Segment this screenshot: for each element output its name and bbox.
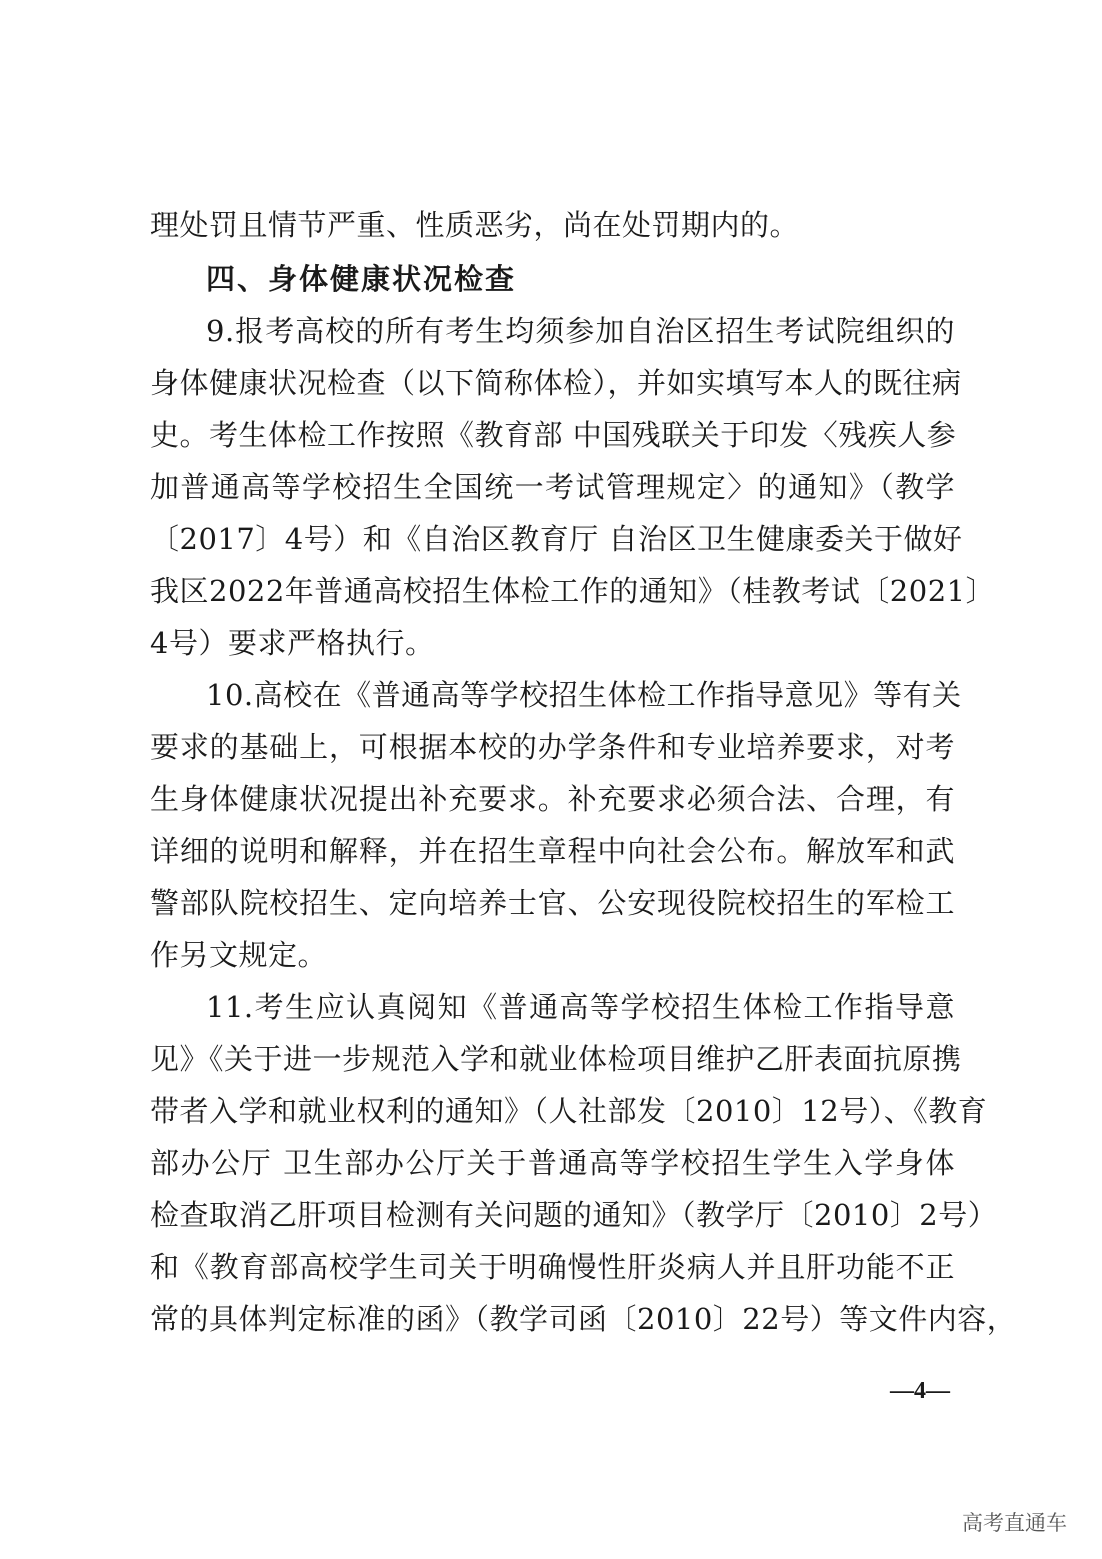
body-text-line: 史。考生体检工作按照《教育部 中国残联关于印发〈残疾人参 xyxy=(150,418,957,452)
body-text-line: 10.高校在《普通高等学校招生体检工作指导意见》等有关 xyxy=(206,678,962,712)
body-text-line: 理处罚且情节严重、性质恶劣，尚在处罚期内的。 xyxy=(150,208,800,242)
body-text-line: 9.报考高校的所有考生均须参加自治区招生考试院组织的 xyxy=(206,314,955,348)
body-text-line: 身体健康状况检查（以下简称体检），并如实填写本人的既往病 xyxy=(150,366,962,400)
body-text-line: 部办公厅 卫生部办公厅关于普通高等学校招生学生入学身体 xyxy=(150,1146,955,1180)
body-text-line: 详细的说明和解释，并在招生章程中向社会公布。解放军和武 xyxy=(150,834,955,868)
body-text-line: 作另文规定。 xyxy=(150,938,328,972)
body-text-line: 带者入学和就业权利的通知》（人社部发〔2010〕12号）、《教育 xyxy=(150,1094,988,1128)
body-text-line: 警部队院校招生、定向培养士官、公安现役院校招生的军检工 xyxy=(150,886,955,920)
body-text-line: 和《教育部高校学生司关于明确慢性肝炎病人并且肝功能不正 xyxy=(150,1250,955,1284)
body-text-line: 11.考生应认真阅知《普通高等学校招生体检工作指导意 xyxy=(206,990,955,1024)
body-text-line: 生身体健康状况提出补充要求。补充要求必须合法、合理，有 xyxy=(150,782,955,816)
section-heading: 四、身体健康状况检查 xyxy=(206,262,517,296)
body-text-line: 见》《关于进一步规范入学和就业体检项目维护乙肝表面抗原携 xyxy=(150,1042,962,1076)
watermark-text: 高考直通车 xyxy=(962,1511,1067,1535)
body-text-line: 要求的基础上，可根据本校的办学条件和专业培养要求，对考 xyxy=(150,730,955,764)
body-text-line: 常的具体判定标准的函》（教学司函〔2010〕22号）等文件内容， xyxy=(150,1302,1017,1336)
body-text-line: 4号）要求严格执行。 xyxy=(150,626,435,660)
body-text-line: 〔2017〕4号）和《自治区教育厅 自治区卫生健康委关于做好 xyxy=(150,522,963,556)
body-text-line: 我区2022年普通高校招生体检工作的通知》（桂教考试〔2021〕 xyxy=(150,574,996,608)
body-text-line: 检查取消乙肝项目检测有关问题的通知》（教学厅〔2010〕2号） xyxy=(150,1198,998,1232)
page-number: —4— xyxy=(890,1378,950,1404)
body-text-line: 加普通高等学校招生全国统一考试管理规定〉的通知》（教学 xyxy=(150,470,955,504)
